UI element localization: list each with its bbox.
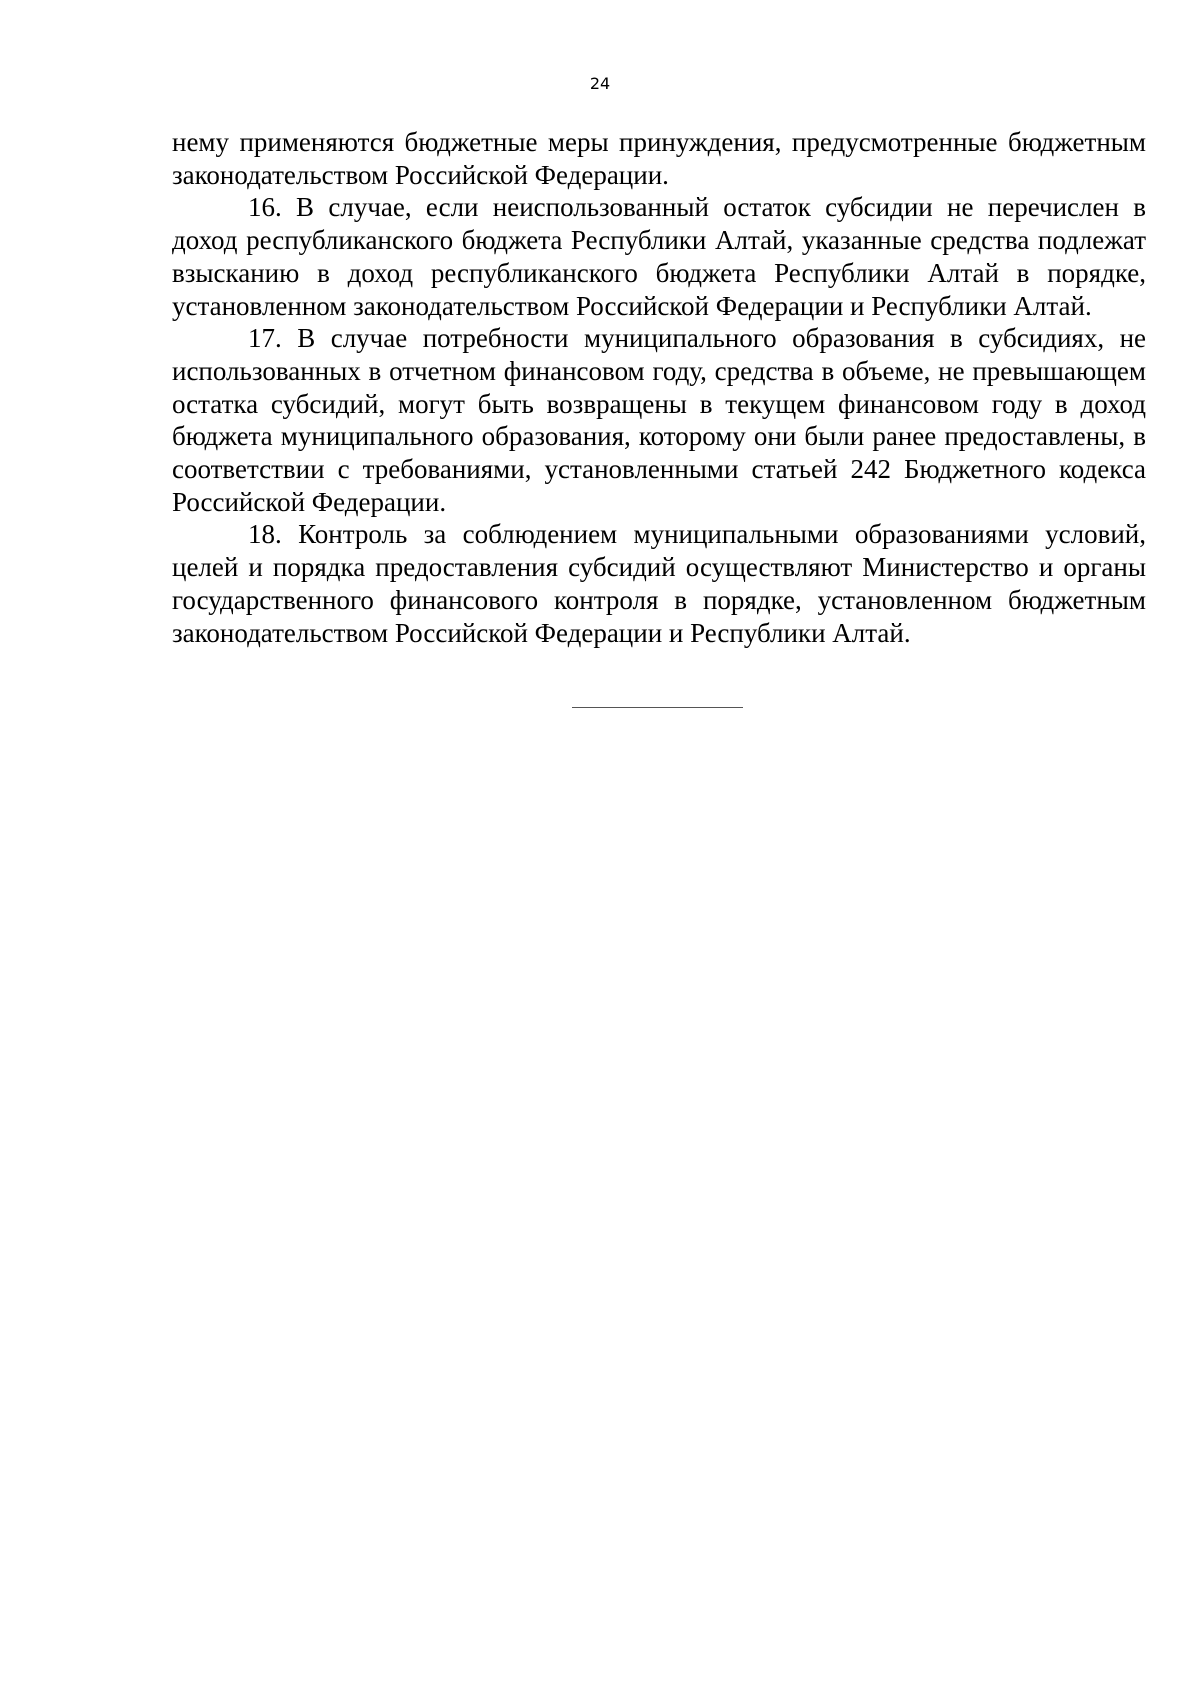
document-body (172, 126, 1146, 649)
paragraph-18: 18. Контроль за соблюдением муниципальными образованиями условий, целей и порядка предоставления субсидий осуществляют Министерство и органы государственного финансового контроля в порядке, установленном бюджетным законодательством Российской Федерации и Республики Алтай. (172, 519, 1146, 648)
page-number: 24 (589, 74, 611, 93)
paragraph-continuation: нему применяются бюджетные меры принуждения, предусмотренные бюджетным законодательством Российской Федерации. (172, 127, 1146, 190)
paragraph-16: 16. В случае, если неиспользованный остаток субсидии не перечислен в доход республиканского бюджета Республики Алтай, указанные средства подлежат взысканию в доход республиканского бюджета Республики Алтай в порядке, установленном законодательством Российской Федерации и Республики Алтай. (172, 192, 1146, 321)
paragraph-17: 17. В случае потребности муниципального образования в субсидиях, не использованных в отчетном финансовом году, средства в объеме, не превышающем остатка субсидий, могут быть возвращены в текущем финансовом году в доход бюджета муниципального образования, которому они были ранее предоставлены, в соответствии с требованиями, установленными статьей 242 Бюджетного кодекса Российской Федерации. (172, 323, 1146, 517)
end-of-document-line (572, 707, 743, 708)
